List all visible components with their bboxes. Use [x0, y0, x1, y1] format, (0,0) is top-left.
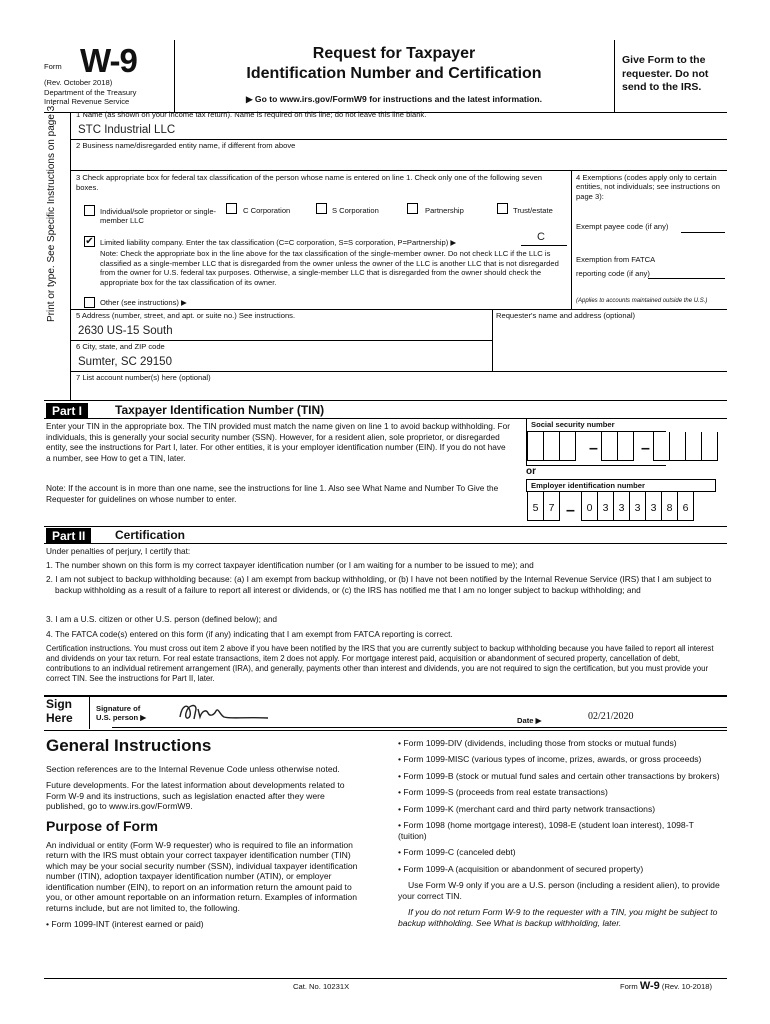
- part1-tag: Part I: [46, 403, 88, 419]
- form-1099-int: • Form 1099-INT (interest earned or paid): [46, 919, 204, 930]
- cert-item-2: 2. I am not subject to backup withholding because: (a) I am exempt from backup withholding, or (b) I have not been notified by the Internal Revenue Service (IRS) that I am subject to backup withholding as a result of a failure to report all interest or dividends, or (c) the IRS has notified me that I am no longer subject to backup withholding; and: [46, 574, 712, 595]
- signature-label-2: U.S. person ▶: [96, 713, 147, 723]
- ein-dash: –: [566, 502, 575, 519]
- line7-label: 7 List account number(s) here (optional): [76, 373, 211, 382]
- exempt-payee-label: Exempt payee code (if any): [576, 222, 669, 231]
- agency: Internal Revenue Service: [44, 97, 130, 106]
- form-number: W-9: [80, 42, 137, 79]
- cert-item-4: 4. The FATCA code(s) entered on this form (if any) indicating that I am exempt from FATCA reporting is correct.: [46, 629, 453, 639]
- fatca-label: Exemption from FATCA reporting code (if any): [576, 255, 655, 279]
- s-corp-checkbox[interactable]: [316, 203, 327, 214]
- ein-digit: 6: [682, 502, 689, 514]
- cert-instructions: Certification instructions. You must cross out item 2 above if you have been notified by the IRS that you are currently subject to backup withholding because you have failed to report all interest and dividends on your tax return. For real estate transactions, item 2 does not apply. For mortgage interest paid, acquisition or abandonment of secured property, cancellation of debt, contributions to an individual retirement arrangement (IRA), and generally, payments other than interest and dividends, you are not required to sign the certification, but you must provide your correct TIN. See the instructions for Part II, later.: [46, 644, 714, 683]
- partnership-label: Partnership: [425, 206, 464, 215]
- ssn-label: Social security number: [527, 419, 666, 432]
- here-word: Here: [46, 711, 73, 726]
- line6-label: 6 City, state, and ZIP code: [76, 342, 165, 351]
- llc-note: Note: Check the appropriate box in the line above for the tax classification of the single-member owner. Do not check LLC if the LLC is classified as a single-member LLC that is disregarded from the owner unless the owner of the LLC is another LLC that is not disregarded from the owner for U.S. federal tax purposes. Otherwise, a single-member LLC that is disregarded from the owner should check the appropriate box for the tax classification of its owner.: [100, 249, 559, 287]
- signature-field[interactable]: [172, 697, 512, 727]
- sidebar-text: Print or type. See Specific Instructions on page 3.: [46, 102, 57, 322]
- backup-withholding-note: If you do not return Form W-9 to the requester with a TIN, you might be subject to backup withholding. See What is backup withholding, later.: [398, 907, 718, 928]
- individual-label: Individual/sole proprietor or single-member LLC: [100, 207, 217, 226]
- part2-title: Certification: [115, 528, 186, 542]
- purpose-heading: Purpose of Form: [46, 817, 159, 834]
- ein-label: Employer identification number: [531, 481, 645, 490]
- date-field[interactable]: 02/21/2020: [588, 711, 634, 722]
- give-form-note: Give Form to the requester. Do not send to the IRS.: [622, 54, 709, 94]
- general-p1: Section references are to the Internal Revenue Code unless otherwise noted.: [46, 764, 340, 774]
- ein-digit: 7: [548, 502, 555, 514]
- ein-digit: 3: [634, 502, 641, 514]
- ein-digit: 3: [650, 502, 657, 514]
- form-1098: • Form 1098 (home mortgage interest), 1098-E (student loan interest), 1098-T (tuition): [398, 820, 694, 841]
- business-name-field[interactable]: [78, 152, 718, 166]
- instructions-link: ▶ Go to www.irs.gov/FormW9 for instructions and the latest information.: [245, 94, 543, 104]
- footer-form-word: Form: [620, 982, 638, 991]
- form-title-1: Request for Taxpayer: [312, 45, 476, 62]
- ein-digit: 5: [532, 502, 539, 514]
- line3-label: 3 Check appropriate box for federal tax classification of the person whose name is entered on line 1. Check only one of the following seven boxes.: [76, 173, 543, 192]
- line2-label: 2 Business name/disregarded entity name, if different from above: [76, 141, 296, 150]
- purpose-text: An individual or entity (Form W-9 requester) who is required to file an information return with the IRS must obtain your correct taxpayer identification number (TIN) which may be your social security number (SSN), individual taxpayer identification number (ITIN), adoption taxpayer identification number (ATIN), or employer identification number (EIN), to report on an information return the amount paid to you, or other amount reportable on an information return. Examples of information returns include, but are not limited to, the following.: [46, 839, 358, 913]
- form-1099-s: • Form 1099-S (proceeds from real estate transactions): [398, 787, 608, 798]
- c-corp-checkbox[interactable]: [226, 203, 237, 214]
- part2-tag: Part II: [46, 528, 91, 544]
- signature-label-1: Signature of: [96, 704, 141, 713]
- ein-digit: 3: [602, 502, 609, 514]
- city-field[interactable]: Sumter, SC 29150: [78, 356, 172, 368]
- other-checkbox[interactable]: [84, 297, 95, 308]
- part1-note: Note: If the account is in more than one name, see the instructions for line 1. Also see What Name and Number To Give the Requester for guidelines on whose number to enter.: [46, 483, 499, 504]
- trust-checkbox[interactable]: [497, 203, 508, 214]
- address-field[interactable]: 2630 US-15 South: [78, 325, 173, 337]
- line1-label: 1 Name (as shown on your income tax return). Name is required on this line; do not leave this line blank.: [76, 110, 427, 119]
- part1-text: Enter your TIN in the appropriate box. The TIN provided must match the name given on line 1 to avoid backup withholding. For individuals, this is generally your social security number (SSN). However, for a resident alien, sole proprietor, or disregarded entity, see the instructions for Part I, later. For other entities, it is your employer identification number (EIN). If you do not have a number, see How to get a TIN, later.: [46, 421, 510, 463]
- llc-label: Limited liability company. Enter the tax classification (C=C corporation, S=S corporation, P=Partnership) ▶: [100, 238, 457, 247]
- line5-label: 5 Address (number, street, and apt. or suite no.) See instructions.: [76, 311, 296, 320]
- form-title-2: Identification Number and Certification: [246, 65, 542, 82]
- requester-label: Requester's name and address (optional): [496, 311, 636, 320]
- c-corp-label: C Corporation: [243, 206, 291, 215]
- form-1099-c: • Form 1099-C (canceled debt): [398, 847, 516, 858]
- department: Department of the Treasury: [44, 88, 137, 97]
- form-1099-misc: • Form 1099-MISC (various types of income, prizes, awards, or gross proceeds): [398, 754, 702, 765]
- form-1099-k: • Form 1099-K (merchant card and third party network transactions): [398, 803, 656, 814]
- use-form-w9: Use Form W-9 only if you are a U.S. person (including a resident alien), to provide your correct TIN.: [398, 880, 720, 901]
- form-1099-b: • Form 1099-B (stock or mutual fund sales and certain other transactions by brokers): [398, 770, 720, 781]
- form-word: Form: [44, 62, 62, 71]
- fatca-applies-note: (Applies to accounts maintained outside the U.S.): [576, 298, 708, 304]
- individual-checkbox[interactable]: [84, 205, 95, 216]
- cert-item-3: 3. I am a U.S. citizen or other U.S. person (defined below); and: [46, 614, 278, 624]
- ein-digit: 8: [666, 502, 673, 514]
- general-instructions-heading: General Instructions: [46, 736, 212, 755]
- footer-form-number: W-9: [639, 980, 660, 992]
- signature-scribble: [172, 697, 292, 727]
- catalog-number: Cat. No. 10231X: [293, 982, 350, 991]
- date-label: Date ▶: [517, 716, 542, 725]
- ein-digit: 0: [586, 502, 593, 514]
- cert-intro: Under penalties of perjury, I certify that:: [46, 546, 191, 556]
- exemptions-label: 4 Exemptions (codes apply only to certain entities, not individuals; see instructions on page 3):: [576, 173, 720, 201]
- signature-label: [96, 704, 146, 723]
- form-1099-a: • Form 1099-A (acquisition or abandonment of secured property): [398, 863, 644, 874]
- sign-here-label: [46, 697, 73, 726]
- llc-checkbox[interactable]: ✔: [85, 236, 94, 247]
- cert-item-1: 1. The number shown on this form is my correct taxpayer identification number (or I am waiting for a number to be issued to me); and: [46, 560, 534, 570]
- footer-form: [620, 980, 712, 992]
- print-or-type-sidebar: [46, 102, 57, 322]
- name-field[interactable]: STC Industrial LLC: [78, 124, 176, 136]
- form-header: [44, 40, 727, 112]
- other-label: Other (see instructions) ▶: [100, 298, 187, 307]
- footer-revision: (Rev. 10-2018): [661, 982, 713, 991]
- or-label: or: [526, 466, 536, 477]
- trust-label: Trust/estate: [513, 206, 553, 215]
- form-1099-div: • Form 1099-DIV (dividends, including those from stocks or mutual funds): [398, 738, 677, 748]
- partnership-checkbox[interactable]: [407, 203, 418, 214]
- part1-title: Taxpayer Identification Number (TIN): [115, 403, 325, 417]
- llc-classification-field[interactable]: C: [537, 231, 545, 243]
- s-corp-label: S Corporation: [332, 206, 379, 215]
- revision-date: (Rev. October 2018): [44, 78, 113, 87]
- general-p2: Future developments. For the latest information about developments related to Form W-9 and its instructions, such as legislation enacted after they were published, go to www.irs.gov/FormW9.: [46, 780, 345, 812]
- ein-digit: 3: [618, 502, 625, 514]
- sign-word: Sign: [46, 697, 72, 711]
